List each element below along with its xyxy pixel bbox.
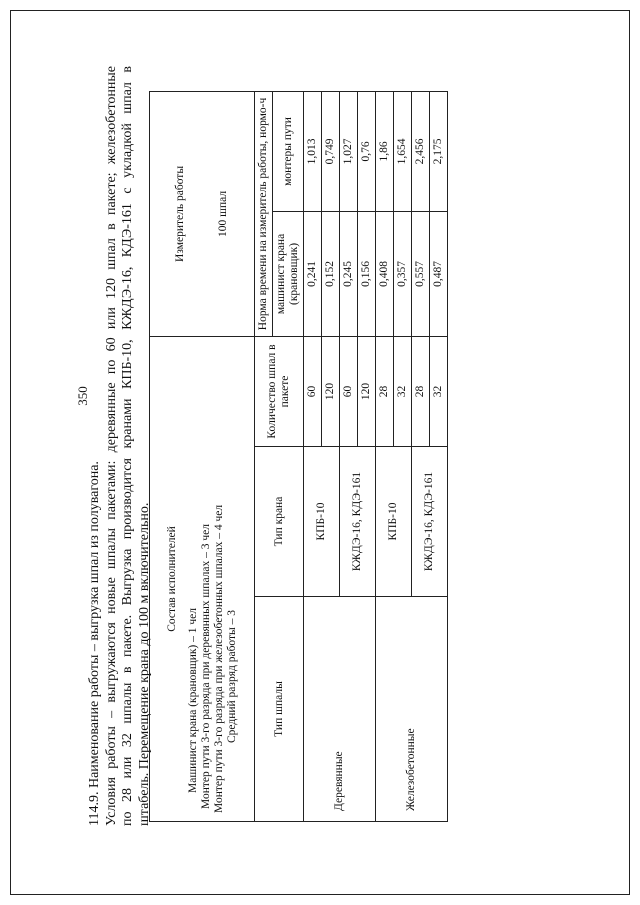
page-number: 350 xyxy=(75,386,90,406)
composition-line: Монтер пути 3-го разряда при деревянных шпалах – 3 чел xyxy=(199,524,212,809)
workers-norm-cell: 2,456 xyxy=(412,91,430,211)
workers-norm-cell: 2,175 xyxy=(430,91,448,211)
norm-table xyxy=(149,91,448,822)
composition-cell xyxy=(150,336,255,821)
table-row xyxy=(376,91,394,821)
count-cell: 28 xyxy=(412,336,430,446)
workers-norm-cell: 1,013 xyxy=(304,91,322,211)
composition-line: Машинист крана (крановщик) – 1 чел xyxy=(186,607,199,793)
count-cell: 120 xyxy=(358,336,376,446)
heading-line: по 28 или 32 шпалы в пакете. Выгрузка производится кранами КПБ-10, КЖДЭ-16, КДЭ-161 с укладкой шпал в xyxy=(120,66,135,826)
composition-line: Монтер пути 3-го разряда при железобетонных шпалах – 4 чел xyxy=(212,504,225,813)
operator-norm-cell: 0,241 xyxy=(304,211,322,336)
heading-line: 114.9. Наименование работы – выгрузка шпал из полувагона. xyxy=(87,461,102,826)
operator-norm-cell: 0,245 xyxy=(340,211,358,336)
operator-norm-cell: 0,152 xyxy=(322,211,340,336)
count-cell: 32 xyxy=(394,336,412,446)
count-cell: 60 xyxy=(340,336,358,446)
crane-type-cell: КЖДЭ-16, КДЭ-161 xyxy=(412,447,448,597)
col-norm: Норма времени на измеритель работы, нормо-ч xyxy=(255,91,273,336)
composition-line: Средний разряд работы – 3 xyxy=(225,609,238,743)
col-workers: монтеры пути xyxy=(273,91,304,211)
workers-norm-cell: 1,027 xyxy=(340,91,358,211)
count-cell: 32 xyxy=(430,336,448,446)
workers-norm-cell: 1,86 xyxy=(376,91,394,211)
rotated-page xyxy=(75,56,565,836)
workers-norm-cell: 0,76 xyxy=(358,91,376,211)
col-sleeper-type: Тип шпалы xyxy=(255,597,304,822)
meter-cell xyxy=(150,91,255,336)
meter-value: 100 шпал xyxy=(217,190,229,238)
meter-header: Измеритель работы xyxy=(174,165,186,262)
operator-norm-cell: 0,357 xyxy=(394,211,412,336)
sleeper-type-cell: Деревянные xyxy=(304,597,376,822)
col-count: Количество шпал в пакете xyxy=(255,336,304,446)
table-row xyxy=(304,91,322,821)
operator-norm-cell: 0,408 xyxy=(376,211,394,336)
count-cell: 120 xyxy=(322,336,340,446)
composition-header: Состав исполнителей xyxy=(165,526,178,632)
count-cell: 60 xyxy=(304,336,322,446)
workers-norm-cell: 0,749 xyxy=(322,91,340,211)
heading-line: штабель. Перемещение крана до 100 м включительно. xyxy=(136,502,152,826)
header-row xyxy=(255,91,273,821)
crane-type-cell: КПБ-10 xyxy=(304,447,340,597)
workers-norm-cell: 1,654 xyxy=(394,91,412,211)
crane-type-cell: КПБ-10 xyxy=(376,447,412,597)
composition-row xyxy=(150,91,255,821)
count-cell: 28 xyxy=(376,336,394,446)
operator-norm-cell: 0,487 xyxy=(430,211,448,336)
operator-norm-cell: 0,557 xyxy=(412,211,430,336)
heading-block xyxy=(87,66,153,826)
col-crane-type: Тип крана xyxy=(255,447,304,597)
col-operator: машинист крана (крановщик) xyxy=(273,211,304,336)
crane-type-cell: КЖДЭ-16, КДЭ-161 xyxy=(340,447,376,597)
heading-line: Условия работы – выгружаются новые шпалы пакетами: деревянные по 60 или 120 шпал в пакете; железобетонные xyxy=(103,66,119,826)
operator-norm-cell: 0,156 xyxy=(358,211,376,336)
sleeper-type-cell: Железобетонные xyxy=(376,597,448,822)
